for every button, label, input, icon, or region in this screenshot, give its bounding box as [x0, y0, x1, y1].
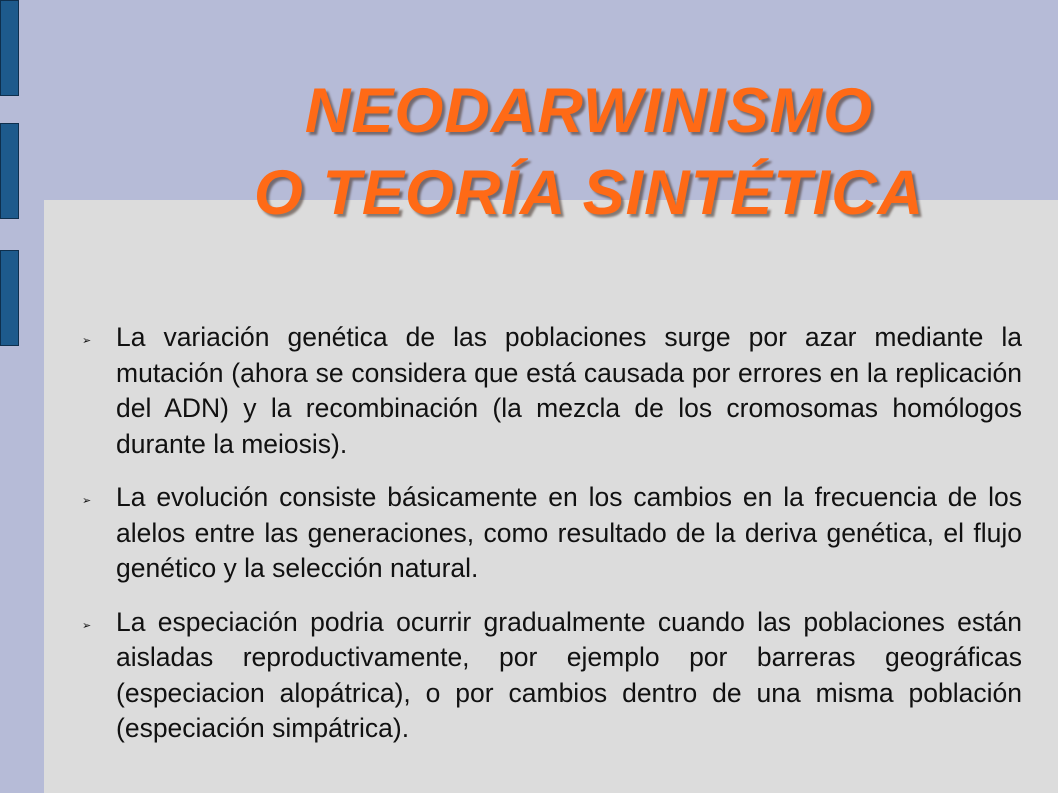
slide-title: [60, 70, 1058, 234]
title-line-1: NEODARWINISMO: [304, 76, 874, 146]
bullet-text: La especiación podria ocurrir gradualmente cuando las poblaciones están aisladas reproductivamente, por ejemplo por barreras geográficas (especiacion alopátrica), o por cambios dentro de una misma población (especiación simpátrica).: [116, 606, 1022, 743]
bullet-item-speciation: [82, 605, 1022, 747]
arrowhead-bullet-icon: ➢: [82, 495, 92, 507]
decorative-bar-1: [0, 0, 19, 96]
bullet-item-variation: [82, 320, 1022, 462]
bullet-item-evolution: [82, 480, 1022, 587]
title-line-2: O TEORÍA SINTÉTICA: [253, 158, 925, 228]
left-decoration-strip: [0, 0, 44, 793]
decorative-bar-3: [0, 250, 19, 346]
bullet-text: La variación genética de las poblaciones surge por azar mediante la mutación (ahora se considera que está causada por errores en la replicación del ADN) y la recombinación (la mezcla de los cromosomas homólogos durante la meiosis).: [116, 322, 1022, 459]
bullet-text: La evolución consiste básicamente en los cambios en la frecuencia de los alelos entre las generaciones, como resultado de la deriva genética, el flujo genético y la selección natural.: [116, 482, 1022, 583]
arrowhead-bullet-icon: ➢: [82, 619, 92, 632]
decorative-bar-2: [0, 123, 19, 219]
bullet-list: [82, 320, 1022, 765]
arrowhead-bullet-icon: ➢: [82, 335, 92, 347]
